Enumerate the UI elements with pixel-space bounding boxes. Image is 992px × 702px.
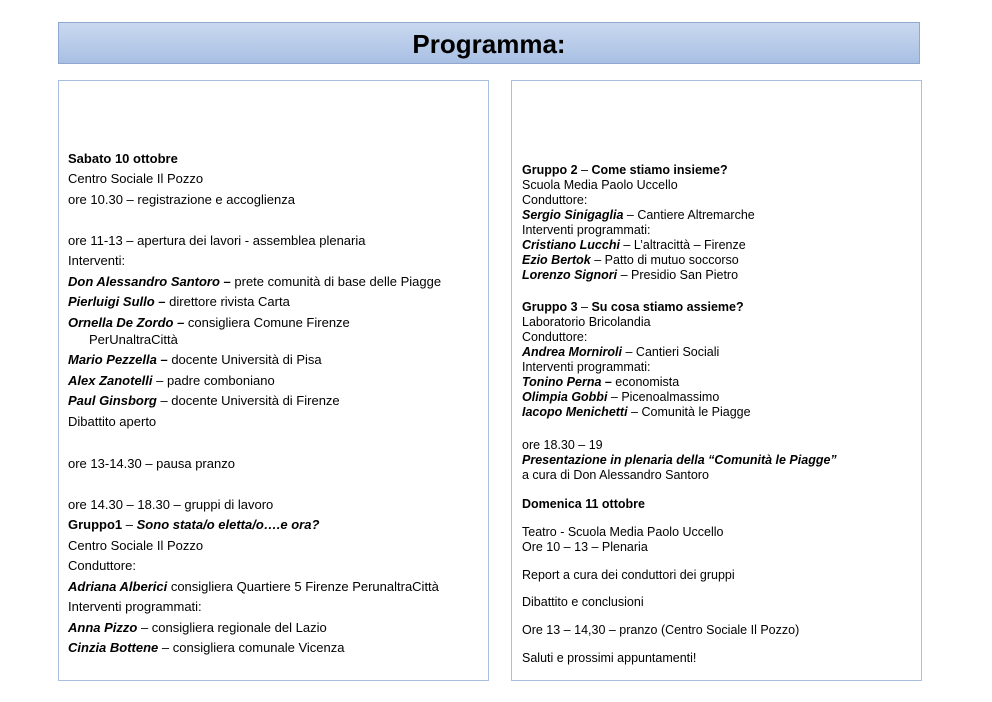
sunday-plenary: Ore 10 – 13 – Plenaria <box>522 540 648 554</box>
saturday-heading: Sabato 10 ottobre <box>68 151 178 166</box>
opening-line: ore 11-13 – apertura dei lavori - assemblea plenaria <box>68 233 366 248</box>
title-banner <box>58 22 920 64</box>
venue-line: Centro Sociale Il Pozzo <box>68 171 204 186</box>
group3-venue: Laboratorio Bricolandia <box>522 315 651 329</box>
speaker-line: Pierluigi Sullo – direttore rivista Carta <box>68 294 290 309</box>
conduttore-label: Conduttore: <box>522 330 588 344</box>
speaker-line-continued: PerUnaltraCittà <box>89 332 178 347</box>
saturday-panel <box>58 80 489 681</box>
groups-sunday-panel <box>511 80 922 681</box>
speaker-line: Lorenzo Signori – Presidio San Pietro <box>522 268 739 282</box>
page-title: Programma: <box>412 29 566 59</box>
sunday-heading: Domenica 11 ottobre <box>522 497 645 511</box>
lunch-line: ore 13-14.30 – pausa pranzo <box>68 456 235 471</box>
group1-venue: Centro Sociale Il Pozzo <box>68 538 204 553</box>
conduttore-label: Conduttore: <box>68 558 136 573</box>
sunday-venue: Teatro - Scuola Media Paolo Uccello <box>522 525 724 539</box>
speaker-line: Alex Zanotelli – padre comboniano <box>68 373 275 388</box>
report-line: Report a cura dei conduttori dei gruppi <box>522 568 735 582</box>
conduttore-line: Andrea Morniroli – Cantieri Sociali <box>522 345 720 359</box>
presentation-title: Presentazione in plenaria della “Comunità le Piagge” <box>522 453 837 467</box>
registration-line: ore 10.30 – registrazione e accoglienza <box>68 192 295 207</box>
speaker-line: Ornella De Zordo – consigliera Comune Firenze <box>68 315 350 330</box>
group3-heading: Gruppo 3 – Su cosa stiamo assieme? <box>522 300 744 314</box>
group2-venue: Scuola Media Paolo Uccello <box>522 178 678 192</box>
speaker-line: Cinzia Bottene – consigliera comunale Vicenza <box>68 640 345 655</box>
farewell-line: Saluti e prossimi appuntamenti! <box>522 651 697 665</box>
interventi-programmati-label: Interventi programmati: <box>522 360 651 374</box>
speaker-line: Cristiano Lucchi – L’altracittà – Firenze <box>522 238 746 252</box>
conclusions-line: Dibattito e conclusioni <box>522 595 644 609</box>
speaker-line: Don Alessandro Santoro – prete comunità di base delle Piagge <box>68 274 442 289</box>
time-line: ore 18.30 – 19 <box>522 438 603 452</box>
speaker-line: Olimpia Gobbi – Picenoalmassimo <box>522 390 720 404</box>
speaker-line: Tonino Perna – economista <box>522 375 680 389</box>
conduttore-label: Conduttore: <box>522 193 588 207</box>
group1-heading: Gruppo1 – Sono stata/o eletta/o….e ora? <box>68 517 320 532</box>
speaker-line: Paul Ginsborg – docente Università di Firenze <box>68 393 340 408</box>
interventi-label: Interventi: <box>68 253 126 268</box>
conduttore-line: Adriana Alberici consigliera Quartiere 5 Firenze PerunaltraCittà <box>68 579 439 594</box>
interventi-programmati-label: Interventi programmati: <box>522 223 651 237</box>
presentation-by: a cura di Don Alessandro Santoro <box>522 468 709 482</box>
speaker-line: Ezio Bertok – Patto di mutuo soccorso <box>522 253 739 267</box>
sunday-lunch-line: Ore 13 – 14,30 – pranzo (Centro Sociale Il Pozzo) <box>522 623 800 637</box>
conduttore-line: Sergio Sinigaglia – Cantiere Altremarche <box>522 208 755 222</box>
interventi-programmati-label: Interventi programmati: <box>68 599 202 614</box>
group2-heading: Gruppo 2 – Come stiamo insieme? <box>522 163 728 177</box>
speaker-line: Iacopo Menichetti – Comunità le Piagge <box>522 405 751 419</box>
debate-line: Dibattito aperto <box>68 414 157 429</box>
speaker-line: Mario Pezzella – docente Università di Pisa <box>68 352 322 367</box>
groups-line: ore 14.30 – 18.30 – gruppi di lavoro <box>68 497 274 512</box>
speaker-line: Anna Pizzo – consigliera regionale del Lazio <box>68 620 327 635</box>
